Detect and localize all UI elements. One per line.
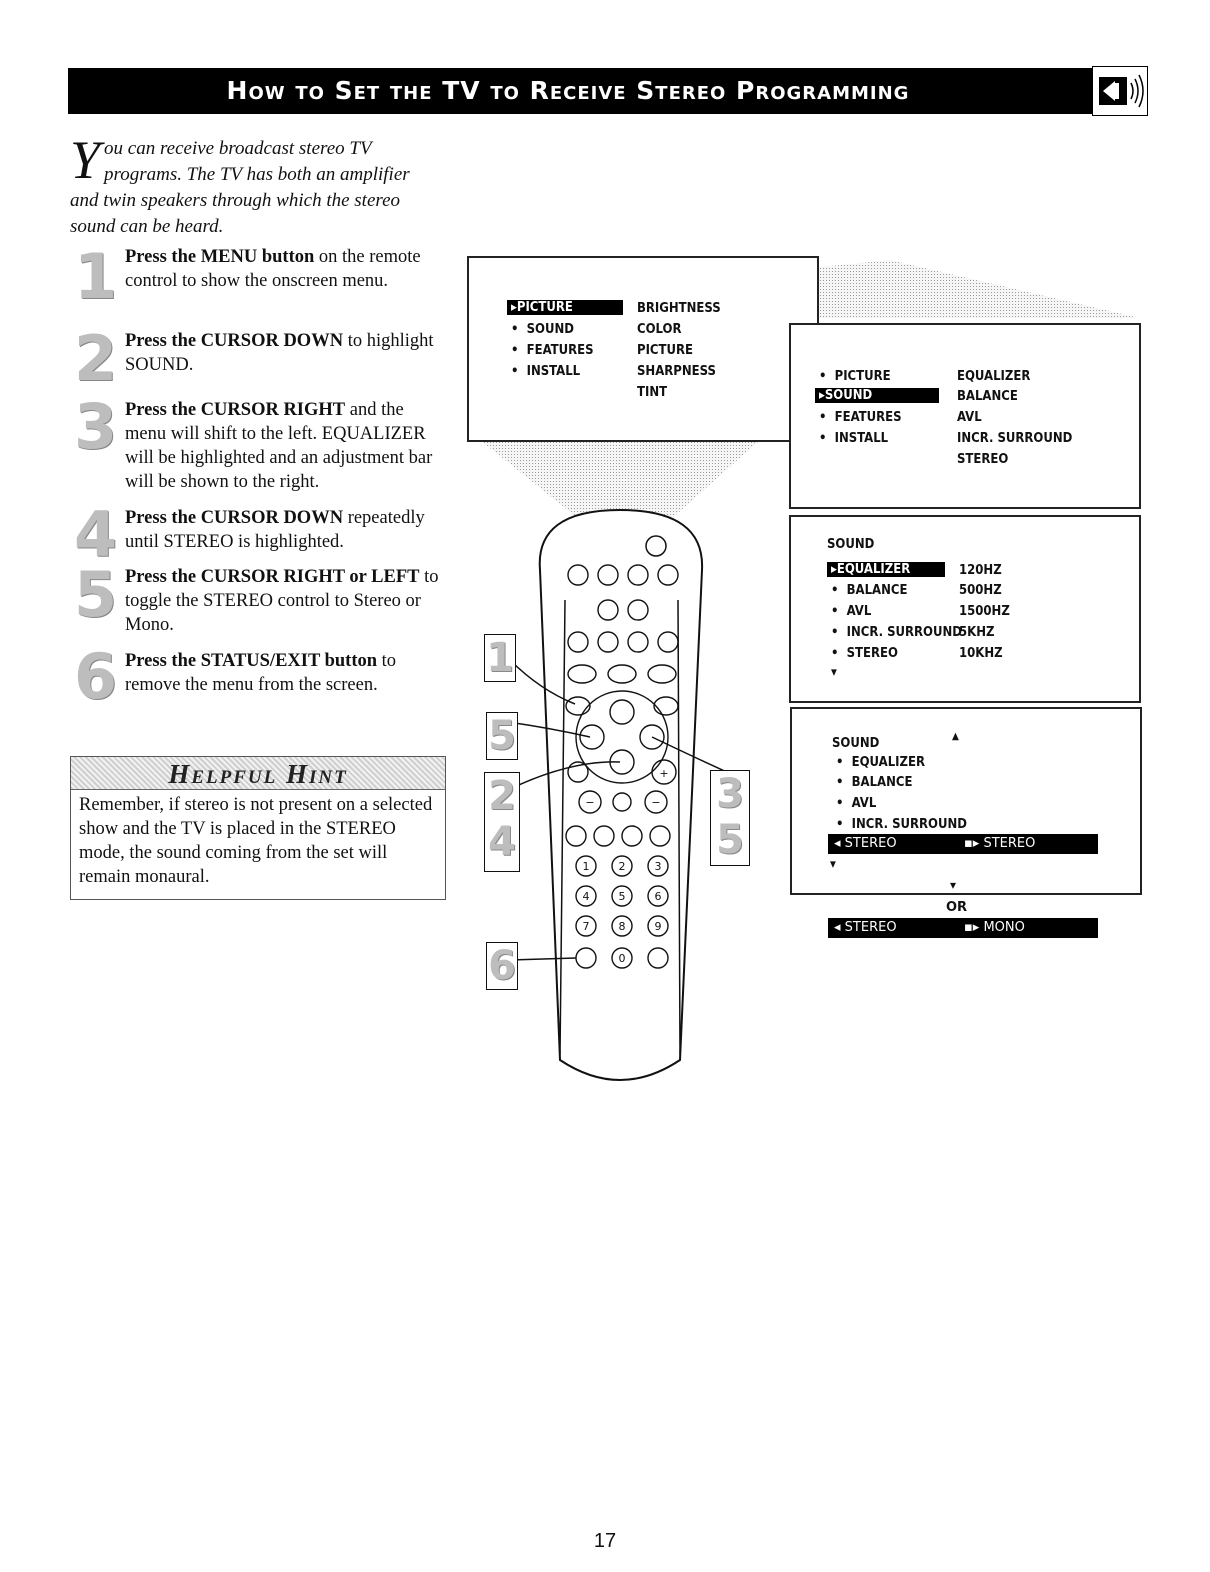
page-header [68, 68, 1148, 114]
submenu-item: SHARPNESS [637, 364, 716, 379]
menu-item: • AVL [836, 796, 877, 811]
step-6-text [125, 649, 445, 697]
menu-item: • FEATURES [819, 410, 902, 425]
intro-text: ou can receive broadcast stereo TV programs. The TV has both an amplifier and twin speakers through which the stereo sound can be heard. [70, 138, 410, 237]
menu-item-selected: ▸SOUND [815, 388, 939, 403]
mono-bar-value: ▪▸ MONO [964, 920, 1025, 935]
mono-bar-label: ◂ STEREO [834, 920, 897, 935]
svg-text:1: 1 [582, 860, 590, 873]
menu-item: • PICTURE [819, 369, 891, 384]
page-title: How to Set the TV to Receive Stereo Programming [226, 76, 910, 105]
tv-menu-screen-sound [789, 323, 1141, 509]
step-number: 5 [74, 558, 118, 631]
step-4-detail: repeatedly until STEREO is highlighted. [125, 508, 425, 552]
submenu-item: BRIGHTNESS [637, 301, 721, 316]
scroll-down-icon: ▾ [830, 857, 836, 872]
step-number: 4 [74, 498, 118, 571]
hint-title-bar [71, 757, 445, 790]
menu-title: SOUND [827, 537, 875, 552]
or-label: OR [946, 900, 968, 915]
step-4-text [125, 506, 445, 554]
menu-item: • SOUND [511, 322, 574, 337]
svg-text:3: 3 [654, 860, 662, 873]
intro-paragraph [70, 130, 442, 240]
step-number: 6 [74, 640, 118, 713]
menu-item: • BALANCE [836, 775, 913, 790]
menu-item: • INCR. SURROUND [831, 625, 962, 640]
menu-title: SOUND [832, 736, 880, 751]
step-1-detail: on the remote control to show the onscreen menu. [125, 247, 421, 291]
submenu-item: EQUALIZER [957, 369, 1031, 384]
step-number: 1 [74, 240, 118, 313]
step-2-text [125, 329, 445, 377]
submenu-item: COLOR [637, 322, 682, 337]
menu-item-selected: ▸EQUALIZER [827, 562, 945, 577]
tv-menu-screen-stereo [790, 707, 1142, 895]
tv-menu-screen-equalizer [789, 515, 1141, 703]
svg-text:−: − [585, 796, 595, 809]
svg-text:0: 0 [618, 952, 626, 965]
drop-cap: Y [70, 130, 101, 190]
svg-text:4: 4 [582, 890, 590, 903]
submenu-item: BALANCE [957, 389, 1018, 404]
step-3-detail: and the menu will shift to the left. EQUALIZER will be highlighted and an adjustment bar will be shown to the right. [125, 400, 433, 492]
scroll-down-icon: ▾ [831, 665, 837, 680]
frequency-value: 5KHZ [959, 625, 995, 640]
stereo-bar-value: ▪▸ STEREO [964, 836, 1036, 851]
svg-text:+: + [659, 767, 669, 780]
submenu-item: TINT [637, 385, 668, 400]
svg-text:2: 2 [618, 860, 626, 873]
hint-text: Remember, if stereo is not present on a selected show and the TV is placed in the STEREO mode, the sound coming from the set will remain monaural. [79, 795, 433, 887]
step-1-action: Press the MENU button [125, 247, 315, 267]
callout-box: 1 [484, 634, 516, 682]
step-5-action: Press the CURSOR RIGHT or LEFT [125, 567, 420, 587]
callout-box: 5 [486, 712, 518, 760]
step-number: 3 [74, 390, 118, 463]
step-6-action: Press the STATUS/EXIT button [125, 651, 378, 671]
step-3-action: Press the CURSOR RIGHT [125, 400, 346, 420]
callout-box-double: 3 5 [710, 770, 750, 866]
svg-text:8: 8 [618, 920, 626, 933]
step-3-text [125, 398, 445, 494]
menu-item: • STEREO [831, 646, 898, 661]
submenu-item: AVL [957, 410, 982, 425]
menu-item: • FEATURES [511, 343, 594, 358]
menu-item: • INSTALL [819, 431, 889, 446]
arrow-down-icon: ▾ [950, 878, 957, 892]
tv-menu-screen-main [467, 256, 819, 442]
submenu-item: PICTURE [637, 343, 693, 358]
callout-box: 6 [486, 942, 518, 990]
step-5-text [125, 565, 445, 637]
hint-title: Helpful Hint [168, 759, 348, 789]
submenu-item: STEREO [957, 452, 1009, 467]
svg-text:5: 5 [618, 890, 626, 903]
step-4-action: Press the CURSOR DOWN [125, 508, 344, 528]
callout-box-double: 2 4 [484, 772, 520, 872]
frequency-value: 120HZ [959, 563, 1002, 578]
menu-item: • AVL [831, 604, 872, 619]
submenu-item: INCR. SURROUND [957, 431, 1073, 446]
step-5-detail: to toggle the STEREO control to Stereo or Mono. [125, 567, 439, 635]
svg-text:6: 6 [654, 890, 662, 903]
step-2-detail: to highlight SOUND. [125, 331, 434, 375]
page-number: 17 [593, 1530, 617, 1552]
menu-item-selected: ▸PICTURE [507, 300, 623, 315]
frequency-value: 500HZ [959, 583, 1002, 598]
menu-item: • INSTALL [511, 364, 581, 379]
frequency-value: 1500HZ [959, 604, 1010, 619]
svg-text:7: 7 [582, 920, 590, 933]
step-1-text [125, 245, 445, 293]
stereo-bar-label: ◂ STEREO [834, 836, 897, 851]
svg-text:9: 9 [654, 920, 662, 933]
scroll-up-icon: ▲ [952, 731, 959, 742]
step-2-action: Press the CURSOR DOWN [125, 331, 344, 351]
stereo-toggle-bar [828, 834, 1098, 854]
frequency-value: 10KHZ [959, 646, 1003, 661]
menu-item: • INCR. SURROUND [836, 817, 967, 832]
svg-text:−: − [651, 796, 661, 809]
helpful-hint-box [70, 756, 446, 900]
mono-toggle-bar [828, 918, 1098, 938]
speaker-icon [1092, 66, 1148, 116]
menu-item: • BALANCE [831, 583, 908, 598]
menu-item: • EQUALIZER [836, 755, 925, 770]
step-6-detail: to remove the menu from the screen. [125, 651, 397, 695]
step-number: 2 [74, 322, 118, 395]
